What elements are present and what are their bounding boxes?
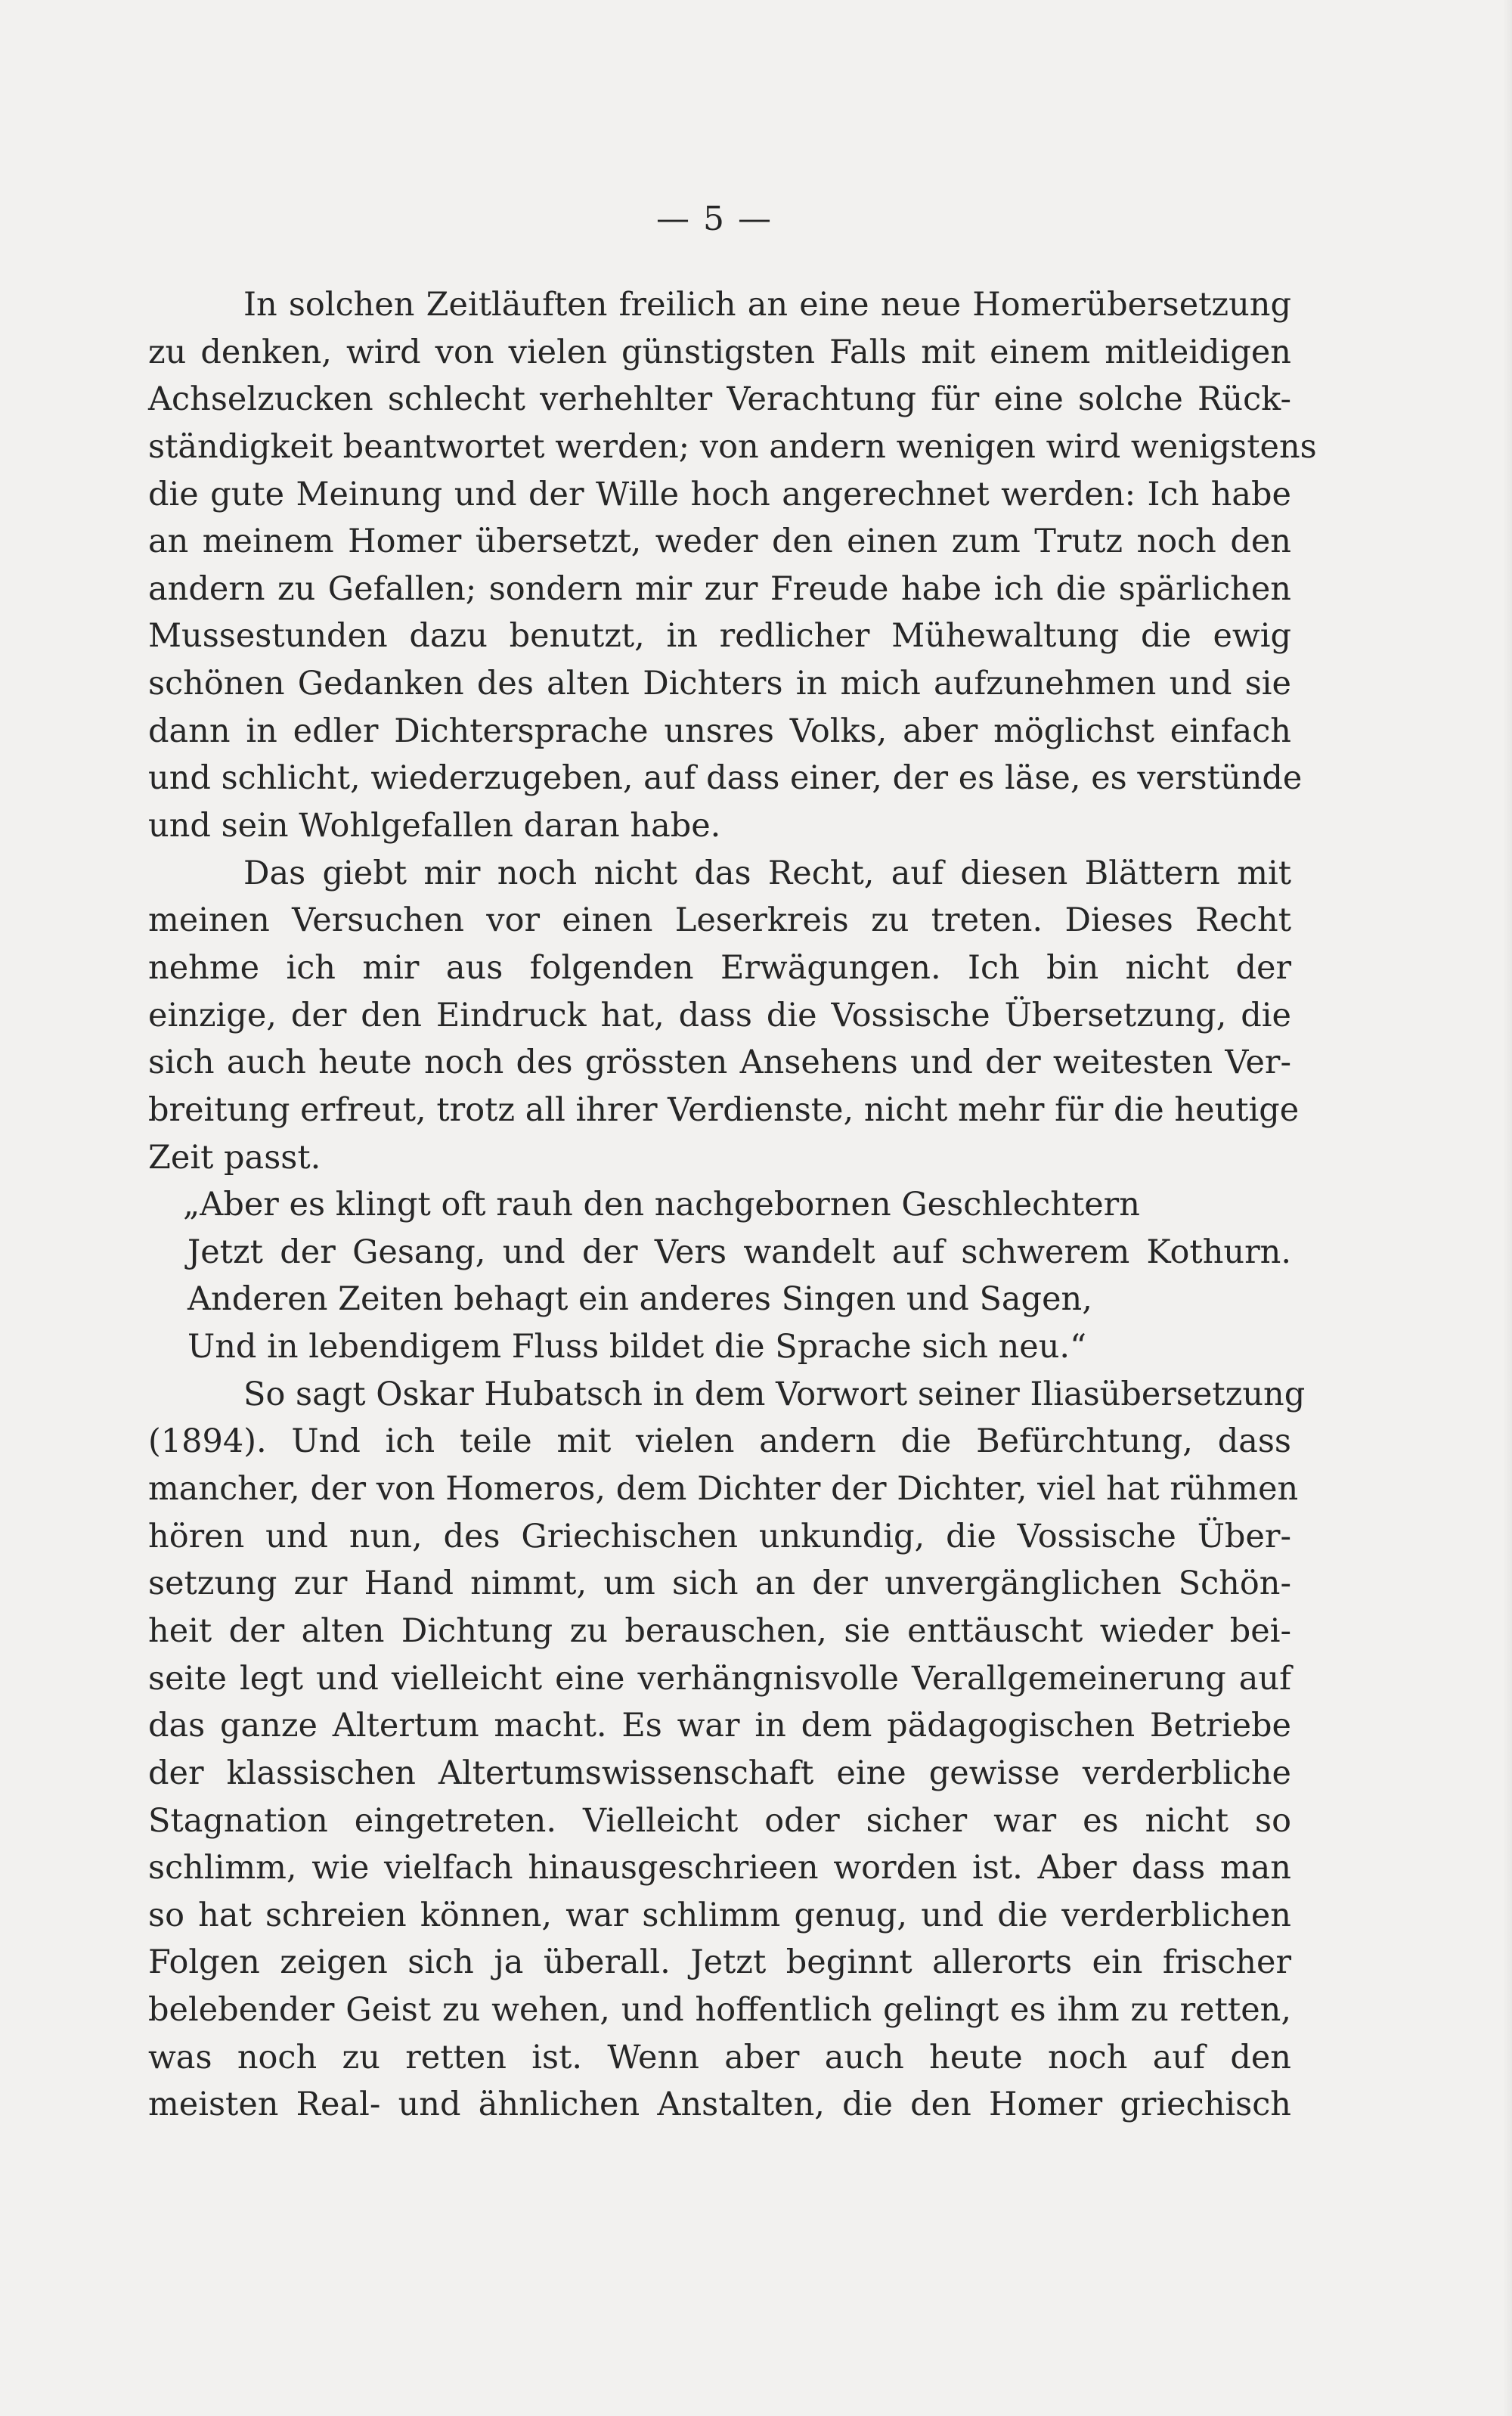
text-line: So sagt Oskar Hubatsch in dem Vorwort seiner Iliasübersetzung <box>243 1375 1306 1413</box>
verse-line: Jetzt der Gesang, und der Vers wandelt auf schwerem Kothurn. <box>187 1233 1291 1271</box>
page-body-text <box>148 281 1317 2129</box>
text-line: was noch zu retten ist. Wenn aber auch heute noch auf den <box>148 2038 1291 2076</box>
verse-line: „Aber es klingt oft rauh den nachgebornen Geschlechtern <box>183 1186 1140 1224</box>
text-line: setzung zur Hand nimmt, um sich an der unvergänglichen Schön- <box>148 1565 1291 1603</box>
text-line: die gute Meinung und der Wille hoch angerechnet werden: Ich habe <box>148 475 1291 513</box>
text-line: einzige, der den Eindruck hat, dass die Vossische Übersetzung, die <box>148 996 1291 1034</box>
text-line: andern zu Gefallen; sondern mir zur Freude habe ich die spärlichen <box>148 569 1291 608</box>
text-line: das ganze Altertum macht. Es war in dem pädagogischen Betriebe <box>148 1707 1291 1745</box>
text-line: seite legt und vielleicht eine verhängnisvolle Verallgemeinerung auf <box>148 1659 1291 1698</box>
text-line: meisten Real- und ähnlichen Anstalten, die den Homer griechisch <box>148 2086 1291 2124</box>
text-line: belebender Geist zu wehen, und hoffentlich gelingt es ihm zu retten, <box>148 1991 1291 2030</box>
text-line: Folgen zeigen sich ja überall. Jetzt beginnt allerorts ein frischer <box>148 1943 1291 1982</box>
page-edge-shadow <box>1503 0 1512 2416</box>
verse-line: Anderen Zeiten behagt ein anderes Singen und Sagen, <box>187 1280 1092 1319</box>
text-line: ständigkeit beantwortet werden; von andern wenigen wird wenigstens <box>148 427 1317 466</box>
text-line: der klassischen Altertumswissenschaft eine gewisse verderbliche <box>148 1754 1291 1792</box>
text-line: hören und nun, des Griechischen unkundig, die Vossische Über- <box>148 1517 1291 1555</box>
text-line: schönen Gedanken des alten Dichters in mich aufzunehmen und sie <box>148 665 1291 703</box>
text-line: breitung erfreut, trotz all ihrer Verdienste, nicht mehr für die heutige <box>148 1090 1300 1129</box>
text-line: nehme ich mir aus folgenden Erwägungen. Ich bin nicht der <box>148 948 1291 987</box>
text-line: Achselzucken schlecht verhehlter Verachtung für eine solche Rück- <box>148 380 1291 419</box>
text-line: meinen Versuchen vor einen Leserkreis zu treten. Dieses Recht <box>148 901 1291 940</box>
text-line: zu denken, wird von vielen günstigsten Falls mit einem mitleidigen <box>148 333 1291 371</box>
text-line: an meinem Homer übersetzt, weder den einen zum Trutz noch den <box>148 523 1291 561</box>
text-line: dann in edler Dichtersprache unsres Volks, aber möglichst einfach <box>148 712 1291 750</box>
text-line: und sein Wohlgefallen daran habe. <box>148 807 721 845</box>
text-line: Das giebt mir noch nicht das Recht, auf diesen Blättern mit <box>243 854 1291 892</box>
text-line: In solchen Zeitläuften freilich an eine neue Homerübersetzung <box>243 286 1291 324</box>
text-line: schlimm, wie vielfach hinausgeschrieen worden ist. Aber dass man <box>148 1849 1291 1887</box>
text-line: mancher, der von Homeros, dem Dichter der Dichter, viel hat rühmen <box>148 1470 1299 1509</box>
text-line: sich auch heute noch des grössten Ansehens und der weitesten Ver- <box>148 1044 1291 1082</box>
text-line: (1894). Und ich teile mit vielen andern die Befürchtung, dass <box>148 1422 1291 1461</box>
text-line: Zeit passt. <box>148 1138 321 1177</box>
text-line: Mussestunden dazu benutzt, in redlicher Mühewaltung die ewig <box>148 617 1291 656</box>
verse-line: Und in lebendigem Fluss bildet die Sprache sich neu.“ <box>187 1328 1087 1366</box>
text-line: heit der alten Dichtung zu berauschen, sie enttäuscht wieder bei- <box>148 1611 1291 1650</box>
text-line: so hat schreien können, war schlimm genug, und die verderblichen <box>148 1896 1291 1934</box>
text-line: Stagnation eingetreten. Vielleicht oder sicher war es nicht so <box>148 1801 1291 1840</box>
text-line: und schlicht, wiederzugeben, auf dass einer, der es läse, es verstünde <box>148 759 1303 798</box>
page-number: — 5 — <box>656 200 773 238</box>
